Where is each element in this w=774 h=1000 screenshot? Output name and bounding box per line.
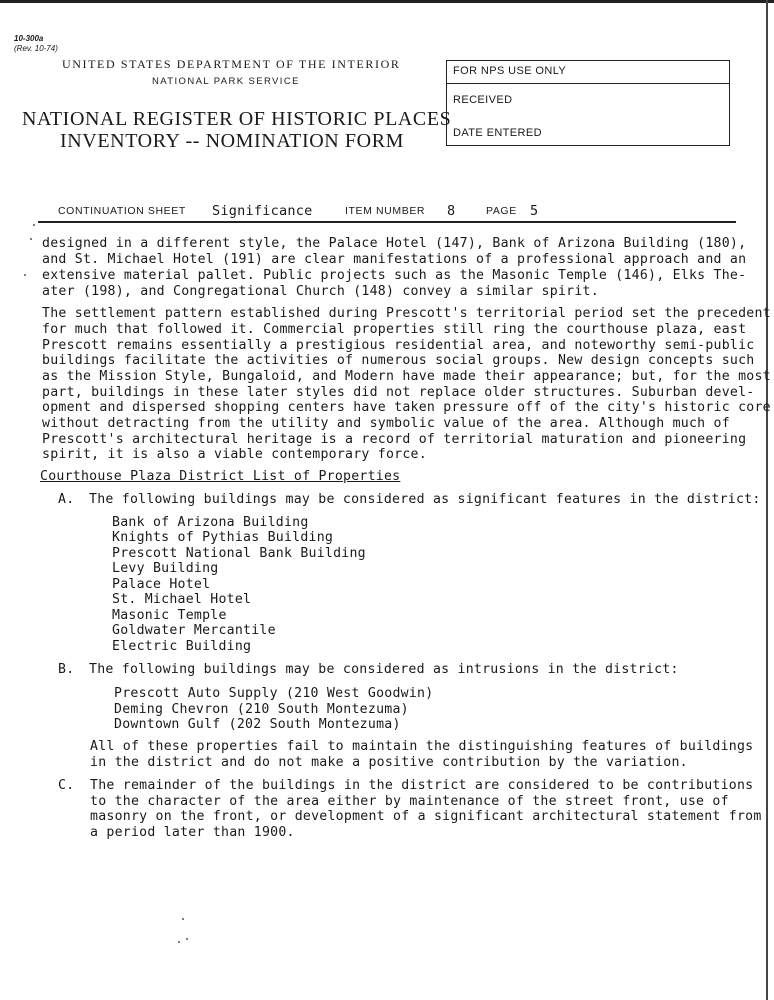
scan-speck xyxy=(30,238,32,240)
scan-speck xyxy=(24,274,26,276)
scan-speck xyxy=(182,918,184,920)
scan-speck xyxy=(186,938,188,940)
intrusion-building: Prescott Auto Supply (210 West Goodwin) xyxy=(114,686,434,701)
section-c-marker: C. xyxy=(58,778,75,793)
paragraph-line: buildings facilitate the activities of numerous social groups. New design concepts such xyxy=(42,353,755,368)
intrusion-building: Downtown Gulf (202 South Montezuma) xyxy=(114,717,401,732)
continuation-rule xyxy=(38,221,736,223)
paragraph-line: extensive material pallet. Public projects such as the Masonic Temple (146), Elks The- xyxy=(42,268,747,283)
significant-building: Electric Building xyxy=(112,639,252,654)
significant-building: Knights of Pythias Building xyxy=(112,530,334,545)
contribution-line: masonry on the front, or development of a significant architectural statement from xyxy=(90,809,762,824)
form-code: 10-300a xyxy=(14,34,44,43)
received-label: RECEIVED xyxy=(453,94,513,106)
intrusion-note-line: in the district and do not make a positive contribution by the variation. xyxy=(90,755,688,770)
scan-speck xyxy=(33,224,35,226)
nps-box-divider xyxy=(447,83,729,84)
paragraph-line: without detracting from the utility and symbolic value of the area. Although much of xyxy=(42,416,730,431)
department-name: UNITED STATES DEPARTMENT OF THE INTERIOR xyxy=(62,57,401,71)
page-right-border xyxy=(766,0,768,1000)
nps-use-only-label: FOR NPS USE ONLY xyxy=(453,65,567,77)
contribution-line: to the character of the area either by maintenance of the street front, use of xyxy=(90,794,729,809)
significant-building: Goldwater Mercantile xyxy=(112,623,276,638)
significant-building: Masonic Temple xyxy=(112,608,227,623)
paragraph-line: opment and dispersed shopping centers have taken pressure off of the city's historic core xyxy=(42,400,771,415)
paragraph-line: Prescott's architectural heritage is a record of territorial maturation and pioneering xyxy=(42,432,747,447)
continuation-sheet-value: Significance xyxy=(212,203,313,219)
paragraph-line: as the Mission Style, Bungaloid, and Modern have made their appearance; but, for the most xyxy=(42,369,771,384)
form-title-line2: INVENTORY -- NOMINATION FORM xyxy=(60,130,405,152)
contribution-line: The remainder of the buildings in the district are considered to be contributions xyxy=(90,778,754,793)
paragraph-line: designed in a different style, the Palace Hotel (147), Bank of Arizona Building (180), xyxy=(42,236,747,251)
continuation-sheet-label: CONTINUATION SHEET xyxy=(58,205,186,217)
item-number-value: 8 xyxy=(447,203,456,219)
service-name: NATIONAL PARK SERVICE xyxy=(152,76,300,87)
scan-speck xyxy=(178,941,180,943)
paragraph-line: part, buildings in these later styles did not replace older structures. Suburban devel- xyxy=(42,385,755,400)
paragraph-line: spirit, it is also a viable contemporary force. xyxy=(42,447,427,462)
date-entered-label: DATE ENTERED xyxy=(453,127,542,139)
page-value: 5 xyxy=(530,203,539,219)
intrusion-building: Deming Chevron (210 South Montezuma) xyxy=(114,702,409,717)
significant-building: Levy Building xyxy=(112,561,219,576)
form-title-line1: NATIONAL REGISTER OF HISTORIC PLACES xyxy=(22,108,452,130)
paragraph-line: for much that followed it. Commercial properties still ring the courthouse plaza, east xyxy=(42,322,747,337)
paragraph-line: ater (198), and Congregational Church (148) convey a similar spirit. xyxy=(42,284,599,299)
section-b-intro: The following buildings may be considered as intrusions in the district: xyxy=(89,662,679,677)
form-revision: (Rev. 10-74) xyxy=(14,44,58,53)
significant-building: Palace Hotel xyxy=(112,577,211,592)
paragraph-line: Prescott remains essentially a prestigious residential area, and noteworthy semi-public xyxy=(42,338,755,353)
item-number-label: ITEM NUMBER xyxy=(345,205,426,217)
intrusion-note-line: All of these properties fail to maintain the distinguishing features of buildings xyxy=(90,739,754,754)
paragraph-line: and St. Michael Hotel (191) are clear manifestations of a professional approach and an xyxy=(42,252,747,267)
section-a-intro: The following buildings may be considered as significant features in the district: xyxy=(89,492,761,507)
contribution-line: a period later than 1900. xyxy=(90,825,295,840)
section-b-marker: B. xyxy=(58,662,75,677)
significant-building: Prescott National Bank Building xyxy=(112,546,366,561)
nps-use-only-box xyxy=(446,60,730,146)
page-top-border xyxy=(0,0,774,3)
significant-building: Bank of Arizona Building xyxy=(112,515,309,530)
section-a-marker: A. xyxy=(58,492,75,507)
significant-building: St. Michael Hotel xyxy=(112,592,252,607)
property-list-heading: Courthouse Plaza District List of Properties xyxy=(40,469,401,484)
page-label: PAGE xyxy=(486,205,517,217)
paragraph-line: The settlement pattern established during Prescott's territorial period set the precedent xyxy=(42,306,771,321)
